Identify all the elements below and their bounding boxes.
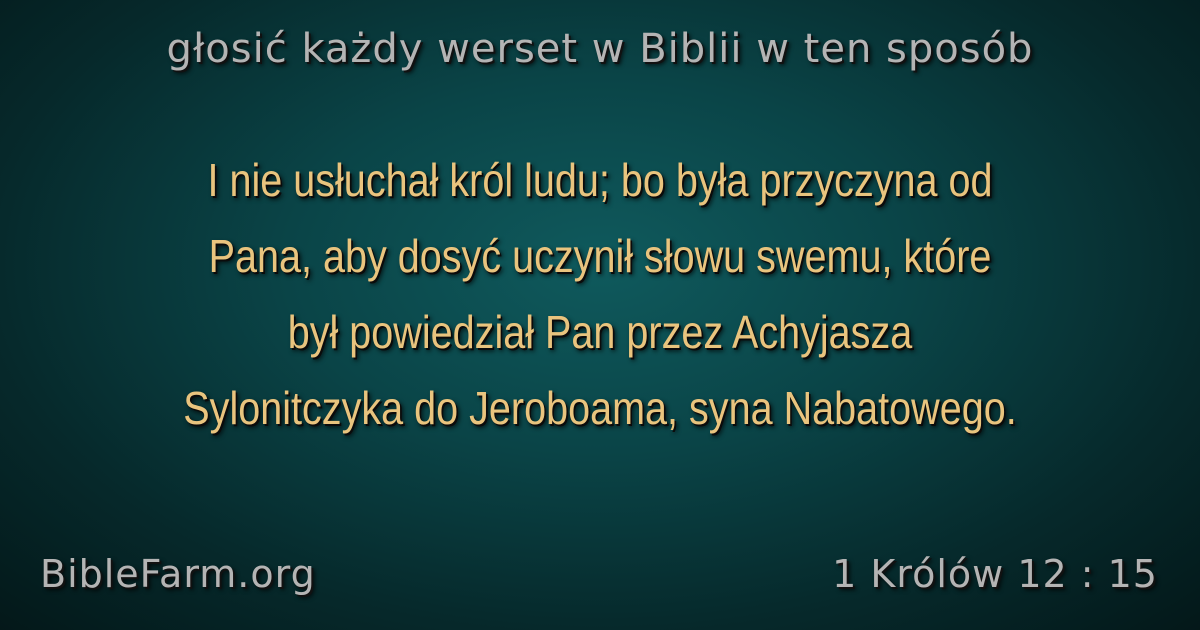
site-name: BibleFarm.org bbox=[40, 552, 316, 596]
verse-reference: 1 Królów 12 : 15 bbox=[832, 552, 1158, 596]
verse-line: Sylonitczyka do Jeroboama, syna Nabatowego. bbox=[183, 382, 1017, 434]
header-title: głosić każdy werset w Biblii w ten sposób bbox=[166, 26, 1034, 72]
verse-line: był powiedział Pan przez Achyjasza bbox=[287, 306, 913, 358]
verse-text bbox=[118, 142, 1081, 446]
verse-line: I nie usłuchał król ludu; bo była przyczyna od bbox=[207, 154, 993, 206]
verse-line: Pana, aby dosyć uczynił słowu swemu, które bbox=[208, 230, 992, 282]
